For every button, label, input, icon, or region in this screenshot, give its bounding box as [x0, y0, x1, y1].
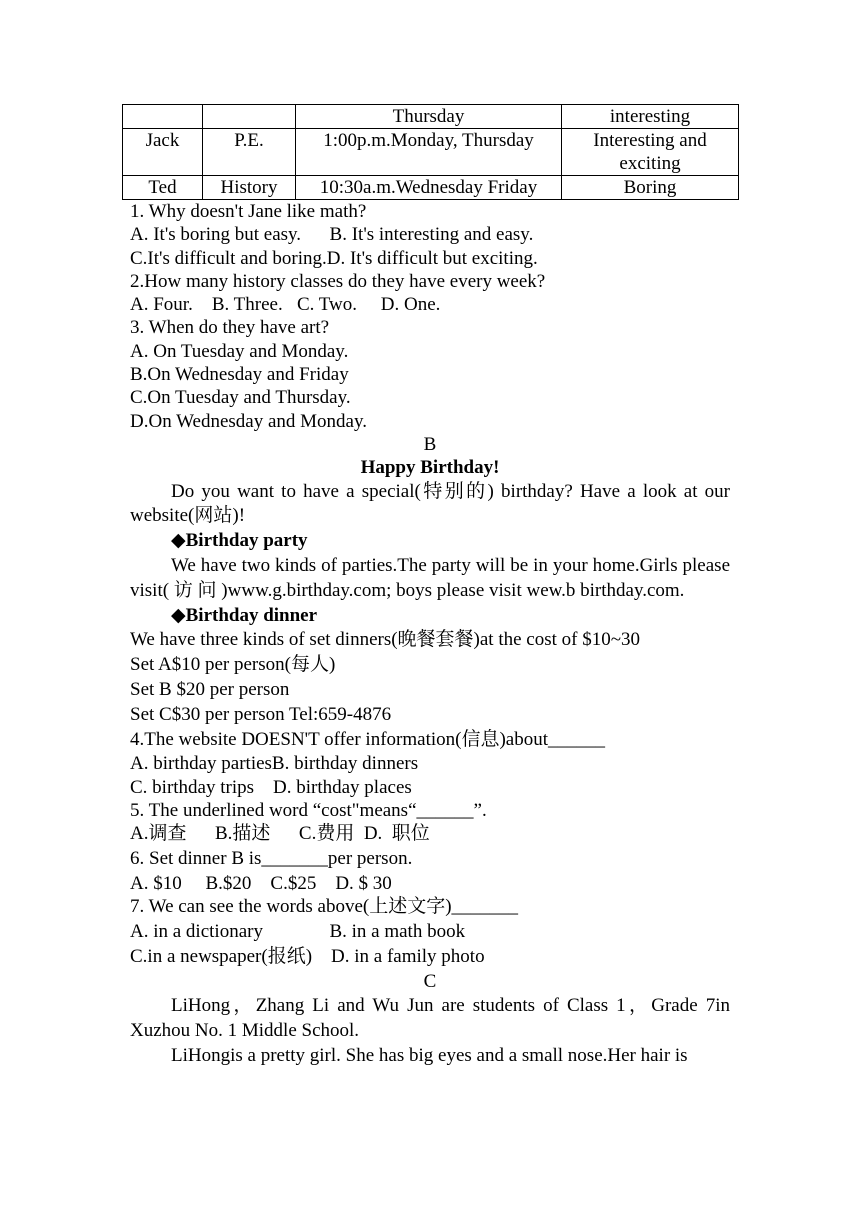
- answer-option: D.On Wednesday and Monday.: [130, 410, 367, 432]
- dinner-line: We have three kinds of set dinners(晚餐套餐)at the cost of $10~30: [130, 629, 641, 651]
- question-line: 2.How many history classes do they have every week?: [130, 270, 546, 292]
- answer-option: C.On Tuesday and Thursday.: [130, 387, 351, 409]
- section-letter: B: [423, 433, 437, 455]
- dinner-heading: ◆Birthday dinner: [171, 604, 318, 626]
- answer-option: B.On Wednesday and Friday: [130, 364, 349, 386]
- answer-options: C.It's difficult and boring.D. It's difficult but exciting.: [130, 247, 538, 269]
- section-letter: C: [423, 970, 437, 992]
- table-cell: History: [203, 176, 296, 200]
- question-line: 5. The underlined word “cost"means“______”.: [130, 799, 487, 821]
- document-body: [130, 200, 730, 1069]
- answer-options: C.in a newspaper(报纸) D. in a family photo: [130, 945, 485, 967]
- answer-options: A. $10 B.$20 C.$25 D. $ 30: [130, 872, 392, 894]
- table-cell: P.E.: [203, 129, 296, 176]
- table-cell: [203, 105, 296, 129]
- question-line: 3. When do they have art?: [130, 317, 330, 339]
- answer-options: A. birthday partiesB. birthday dinners: [130, 753, 419, 775]
- answer-options: A. It's boring but easy. B. It's interesting and easy.: [130, 224, 534, 246]
- answer-options: A.调查 B.描述 C.费用 D. 职位: [130, 823, 430, 845]
- dinner-line: Set A$10 per person(每人): [130, 654, 336, 676]
- table-cell: 1:00p.m.Monday, Thursday: [296, 129, 562, 176]
- question-line: 6. Set dinner B is_______per person.: [130, 848, 413, 870]
- table-cell: interesting: [562, 105, 739, 129]
- section-title: Happy Birthday!: [360, 457, 500, 479]
- answer-options: C. birthday trips D. birthday places: [130, 776, 412, 798]
- table-cell: Thursday: [296, 105, 562, 129]
- dinner-line: Set B $20 per person: [130, 678, 290, 700]
- table-cell: [123, 105, 203, 129]
- party-paragraph: We have two kinds of parties.The party will be in your home.Girls please visit( 访 问 )www.g.birthday.com; boys please visit wew.b birthday.com.: [130, 554, 730, 601]
- intro-paragraph: Do you want to have a special(特别的) birthday? Have a look at our website(网站)!: [130, 480, 730, 527]
- table-cell: Ted: [123, 176, 203, 200]
- table-row: [123, 129, 739, 176]
- dinner-line: Set C$30 per person Tel:659-4876: [130, 703, 392, 725]
- story-paragraph: LiHong，Zhang Li and Wu Jun are students of Class 1，Grade 7in Xuzhou No. 1 Middle School.: [130, 995, 730, 1042]
- table-cell: Interesting and exciting: [562, 129, 739, 176]
- table-cell: Boring: [562, 176, 739, 200]
- question-line: 1. Why doesn't Jane like math?: [130, 201, 367, 222]
- table-row: [123, 105, 739, 129]
- schedule-table: [122, 104, 739, 200]
- answer-option: A. On Tuesday and Monday.: [130, 340, 349, 362]
- table-cell: 10:30a.m.Wednesday Friday: [296, 176, 562, 200]
- story-paragraph: LiHongis a pretty girl. She has big eyes and a small nose.Her hair is: [171, 1044, 688, 1066]
- question-line: 4.The website DOESN'T offer information(信息)about______: [130, 728, 605, 750]
- table-row: [123, 176, 739, 200]
- question-line: 7. We can see the words above(上述文字)_______: [130, 896, 519, 918]
- table-cell: Jack: [123, 129, 203, 176]
- answer-options: A. in a dictionary B. in a math book: [130, 920, 466, 942]
- party-heading: ◆Birthday party: [171, 530, 308, 552]
- answer-options: A. Four. B. Three. C. Two. D. One.: [130, 294, 441, 316]
